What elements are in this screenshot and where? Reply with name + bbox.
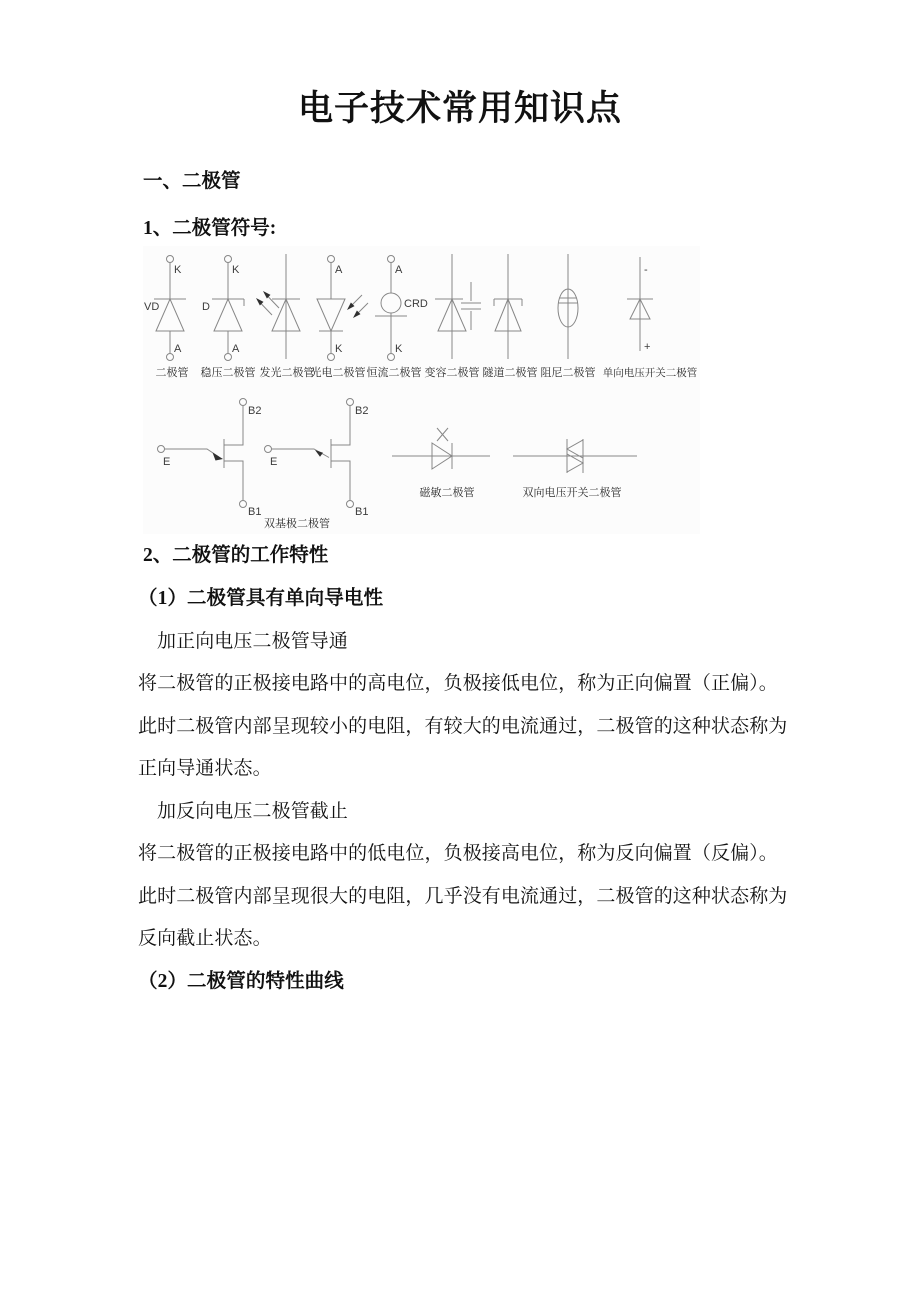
terminal-label-minus: - [644,264,648,276]
terminal-label-b2: B2 [355,405,369,417]
symbol-label: 稳压二极管 [200,367,256,379]
photodiode-symbol [317,256,368,361]
paragraph-reverse-lead: 加反向电压二极管截止 [157,800,349,822]
constant-current-diode-symbol [375,256,428,361]
bidirectional-voltage-switch-diode-symbol [513,439,637,473]
paragraph-line: 反向截止状态。 [138,928,272,949]
terminal-label-e: E [163,456,171,468]
zener-diode-symbol [202,256,244,361]
symbol-label: 隧道二极管 [482,367,538,379]
designator-label-crd: CRD [404,298,428,310]
paragraph-line: 此时二极管内部呈现很大的电阻，几乎没有电流通过，二极管的这种状态称为 [138,885,788,907]
page-title: 电子技术常用知识点 [297,89,622,128]
terminal-label-k: K [395,343,403,355]
clause-heading-unidirectional-conduction: （1）二极管具有单向导电性 [138,588,384,609]
clause-heading-characteristic-curve: （2）二极管的特性曲线 [138,970,344,992]
unijunction-transistor-symbol-2 [265,399,369,519]
terminal-label-plus: + [644,341,651,353]
terminal-label-a: A [232,343,240,355]
subsection-heading-working-characteristics: 2、二极管的工作特性 [143,545,329,566]
symbol-label: 磁敏二极管 [419,487,475,499]
symbol-label: 恒流二极管 [366,367,422,379]
paragraph-line: 此时二极管内部呈现较小的电阻，有较大的电流通过，二极管的这种状态称为 [138,715,788,737]
paragraph-line: 将二极管的正极接电路中的高电位，负极接低电位，称为正向偏置（正偏）。 [138,673,778,694]
symbol-label: 光电二极管 [310,367,366,379]
paragraph-line: 将二极管的正极接电路中的低电位，负极接高电位，称为反向偏置（反偏）。 [138,843,778,864]
terminal-label-k: K [174,264,182,276]
terminal-label-k: K [232,264,240,276]
terminal-label-b1: B1 [248,506,262,518]
diode-symbols-figure [143,246,700,534]
designator-label-d: D [202,301,210,313]
terminal-label-b2: B2 [248,405,262,417]
damper-diode-symbol [558,254,578,359]
symbol-label: 阻尼二极管 [540,367,596,379]
terminal-label-a: A [395,264,403,276]
terminal-label-b1: B1 [355,506,369,518]
unidirectional-voltage-switch-diode-symbol [627,257,653,353]
terminal-label-a: A [174,343,182,355]
symbol-label: 发光二极管 [259,367,315,379]
symbol-label: 双基极二极管 [264,518,330,530]
magneto-diode-symbol [392,428,490,469]
terminal-label-a: A [335,264,343,276]
symbol-label: 单向电压开关二极管 [602,367,698,379]
led-symbol [256,254,300,359]
diode-symbol [144,256,186,361]
designator-label-vd: VD [144,301,160,313]
paragraph-forward-lead: 加正向电压二极管导通 [157,630,349,652]
diode-symbols-drawing [143,246,700,534]
subsection-heading-diode-symbols: 1、二极管符号: [143,218,277,239]
symbol-label: 二极管 [155,367,189,379]
tunnel-diode-symbol [494,254,522,359]
section-heading-diode: 一、二极管 [143,171,241,192]
symbol-label: 双向电压开关二极管 [522,487,622,499]
varactor-diode-symbol [435,254,481,359]
terminal-label-k: K [335,343,343,355]
terminal-label-e: E [270,456,278,468]
paragraph-line: 正向导通状态。 [138,758,272,779]
unijunction-transistor-symbol-1 [158,399,262,519]
body-text [138,578,920,1003]
symbol-label: 变容二极管 [424,367,480,379]
